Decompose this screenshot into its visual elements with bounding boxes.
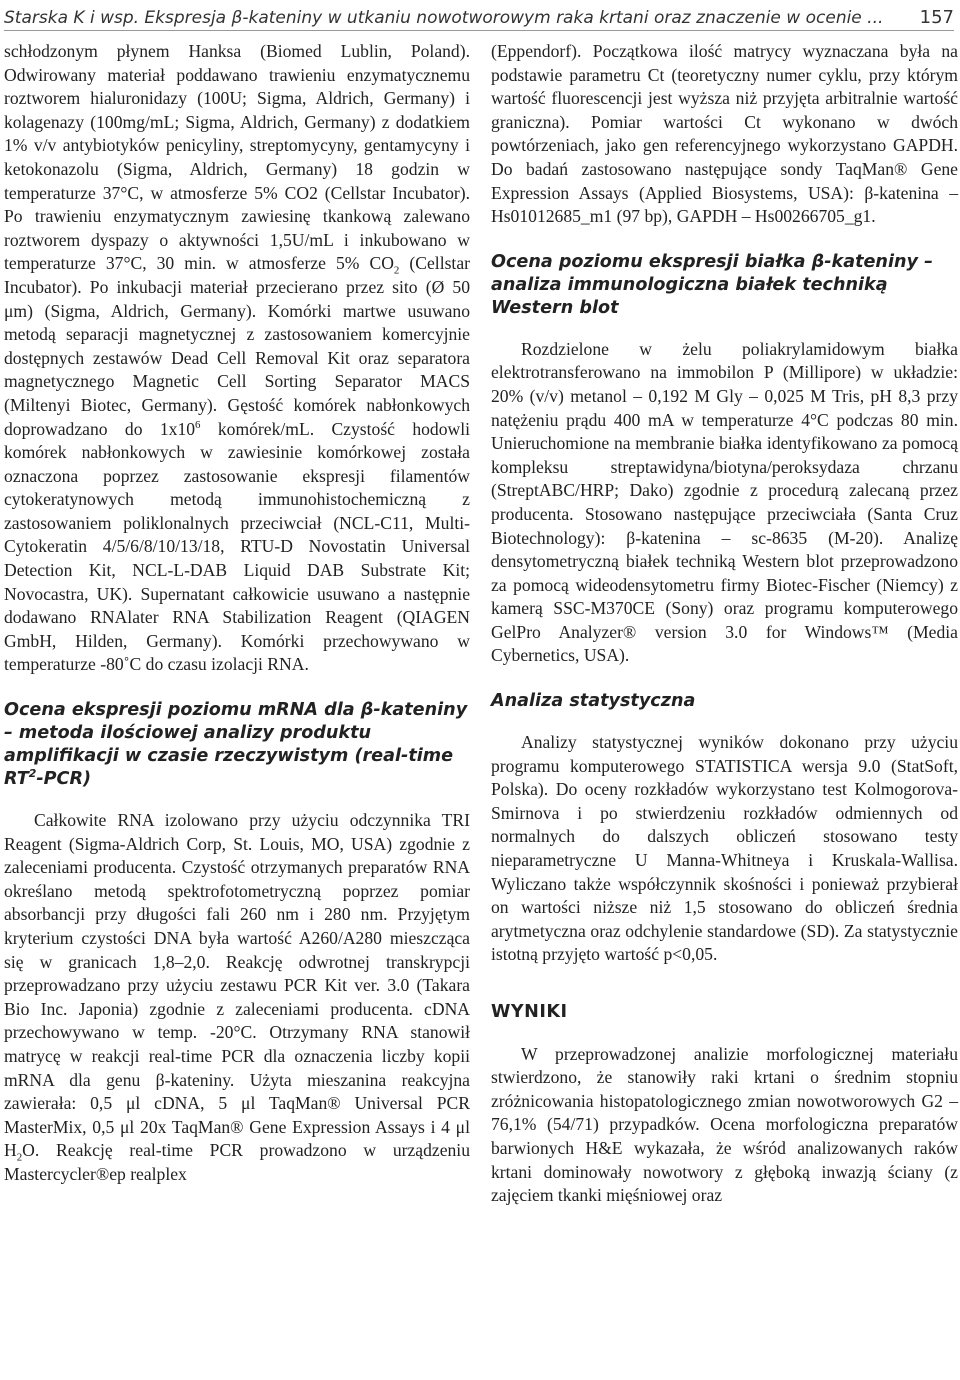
- paragraph-western-blot: Rozdzielone w żelu poliakrylamidowym białka elektrotransferowano na immobilon P (Millipore) w układzie: 20% (v/v) metanol – 0,192 M Gly – 0,025 M Tris, pH 8,3 przy natężeniu prądu 400 mA w temperaturze 4°C podczas 80 min. Unieruchomione na membranie białka identyfikowano za pomocą kompleksu streptawidyna/biotyna/peroksydaza chrzanu (StreptABC/HRP; Dako) zgodnie z procedurą zalecaną przez producenta. Stosowano następujące przeciwciała (Santa Cruz Biotechnology): β-katenina – sc-8635 (M-20). Analizę densytometryczną białek techniką Western blot przeprowadzono za pomocą wideodensytometru firmy Biotec-Fischer (Niemcy) z kamerą SSC-M370CE (Sony) oraz programu komputerowego GelPro Analyzer® version 3.0 for Windows™ (Media Cybernetics, USA).: [491, 338, 958, 666]
- paragraph-cell-preparation: [4, 40, 470, 677]
- superscript: 2: [28, 767, 37, 781]
- text-run: -PCR): [36, 769, 92, 790]
- section-heading-mrna: [4, 699, 470, 791]
- text-run: Całkowite RNA izolowano przy użyciu odczynnika TRI Reagent (Sigma-Aldrich Corp, St. Louis, MO, USA) zgodnie z zaleceniami producenta. Czystość otrzymanych preparatów RNA określano metodą spektrofotometryczną poprzez pomiar absorbancji przy długości fali 260 nm i 280 nm. Przyjętym kryterium czystości DNA była wartość A260/A280 mieszcząca się w granicach 1,8–2,0. Reakcję odwrotnej transkrypcji przeprowadzano przy użyciu zestawu PCR Kit ver. 3.0 (Takara Bio Inc. Japonia) zgodnie z zaleceniami producenta. cDNA przechowywano w temp. -20°C. Otrzymany RNA stanowił matrycę w reakcji real-time PCR dla oznaczenia liczby kopii mRNA dla genu β-kateniny. Użyta mieszanina reakcyjna zawierała: 0,5 μl cDNA, 5 μl TaqMan® Universal PCR MasterMix, 0,5 μl 20x TaqMan® Gene Expression Assays i 4 μl H: [4, 810, 470, 1161]
- section-heading-statistics: Analiza statystyczna: [491, 691, 696, 712]
- left-column: [4, 40, 470, 1187]
- text-run: komórek/mL. Czystość hodowli komórek nabłonkowych w zawiesinie komórkowej została oznaczona poprzez zastosowanie ekspresji filamentów cytokeratynowych metodą immunohistochemiczną z zastosowaniem poliklonalnych przeciwciał (NCL-C11, Multi-Cytokeratin 4/5/6/8/10/13/18, RTU-D Novostatin Universal Detection Kit, NCL-L-DAB Liquid DAB Substrate Kit; Novocastra, UK). Supernatant całkowicie usuwano a następnie dodawano RNAlater RNA Stabilization Reagent (QIAGEN GmbH, Hilden, Germany). Komórki przechowywano w temperaturze -80˚C do czasu izolacji RNA.: [4, 418, 470, 675]
- text-run: Ocena ekspresji poziomu mRNA dla β-kateniny – metoda ilościowej analizy produktu amplifikacji w czasie rzeczywistym (real-time RT: [4, 700, 468, 790]
- paragraph-pcr-details: (Eppendorf). Początkowa ilość matrycy wyznaczana była na podstawie parametru Ct (teoretyczny numer cyklu, przy którym wartość fluorescencji jest wyższa niż przyjęta arbitralnie wartość graniczna). Pomiar wartości Ct wykonano w dwóch powtórzeniach, jako gen referencyjnego wykorzystano GAPDH. Do badań zastosowano następujące sondy TaqMan® Gene Expression Assays (Applied Biosystems, USA): β-katenina – Hs01012685_m1 (97 bp), GAPDH – Hs00266705_g1.: [491, 41, 958, 227]
- paragraph-statistics: Analizy statystycznej wyników dokonano przy użyciu programu komputerowego STATISTICA wersja 9.0 (StatSoft, Polska). Do oceny rozkładów wykorzystano test Kolmogorova-Smirnova i po stwierdzeniu rozkładów odmiennych od normalnych do dalszych obliczeń stosowano testy nieparametryczne U Manna-Whitneya i Kruskala-Wallisa. Wyliczano także współczynnik skośności i ponieważ przybierał on wartości niższe niż 1,5 stosowano do obliczeń średnia arytmetyczna oraz odchylenie standardowe (SD). Za statystycznie istotną przyjęto wartość p<0,05.: [491, 732, 958, 965]
- running-header: [4, 0, 954, 31]
- section-heading-western-blot: Ocena poziomu ekspresji białka β-kateniny – analiza immunologiczna białek techniką Western blot: [491, 251, 933, 318]
- section-heading-results: WYNIKI: [491, 1002, 568, 1022]
- subscript: 2: [393, 264, 400, 277]
- superscript: 6: [195, 418, 201, 431]
- text-run: (Cellstar Incubator). Po inkubacji materiał przecierano przez sito (Ø 50 μm) (Sigma, Aldrich, Germany). Komórki martwe usuwano metodą separacji magnetycznej z zastosowaniem komercyjnie dostępnych zestawów Dead Cell Removal Kit oraz separatora magnetycznego Magnetic Cell Sorting Separator MACS (Miltenyi Biotec, Germany). Gęstość komórek nabłonkowych doprowadzano do 1x10: [4, 253, 470, 439]
- paragraph-results: W przeprowadzonej analizie morfologicznej materiału stwierdzono, że stanowiły raki krtani o średnim stopniu zróżnicowania histopatologicznego zmian nowotworowych G2 – 76,1% (54/71) przypadków. Ocena morfologiczna preparatów barwionych H&E wykazała, że wśród analizowanych raków krtani dominowały nowotwory z głęboką inwazją ściany (z zajęciem tkanki mięśniowej oraz: [491, 1043, 958, 1206]
- subscript: 2: [16, 1151, 23, 1164]
- page-number: 157: [919, 7, 954, 28]
- paragraph-rna-isolation: [4, 809, 470, 1187]
- right-column: [491, 40, 958, 1208]
- text-run: O. Reakcję real-time PCR prowadzono w urządzeniu Mastercycler®ep realplex: [4, 1140, 470, 1184]
- text-run: schłodzonym płynem Hanksa (Biomed Lublin, Poland). Odwirowany materiał poddawano trawieniu enzymatycznemu roztworem hialuronidazy (100U; Sigma, Aldrich, Germany) i kolagenazy (100mg/mL; Sigma, Aldrich, Germany) z dodatkiem 1% v/v antybiotyków penicyliny, streptomycyny, gentamycyny i ketokonazolu (Sigma, Aldrich, Germany) 18 godzin w temperaturze 37°C, w atmosferze 5% CO2 (Cellstar Incubator). Po trawieniu enzymatycznym zawiesinę tkankową zalewano roztworem dyspazy o aktywności 1,5U/mL i inkubowano w temperaturze 37°C, 30 min. w atmosferze 5% CO: [4, 41, 470, 274]
- running-title: Starska K i wsp. Ekspresja β-kateniny w utkaniu nowotworowym raka krtani oraz znaczenie w ocenie ...: [4, 8, 884, 28]
